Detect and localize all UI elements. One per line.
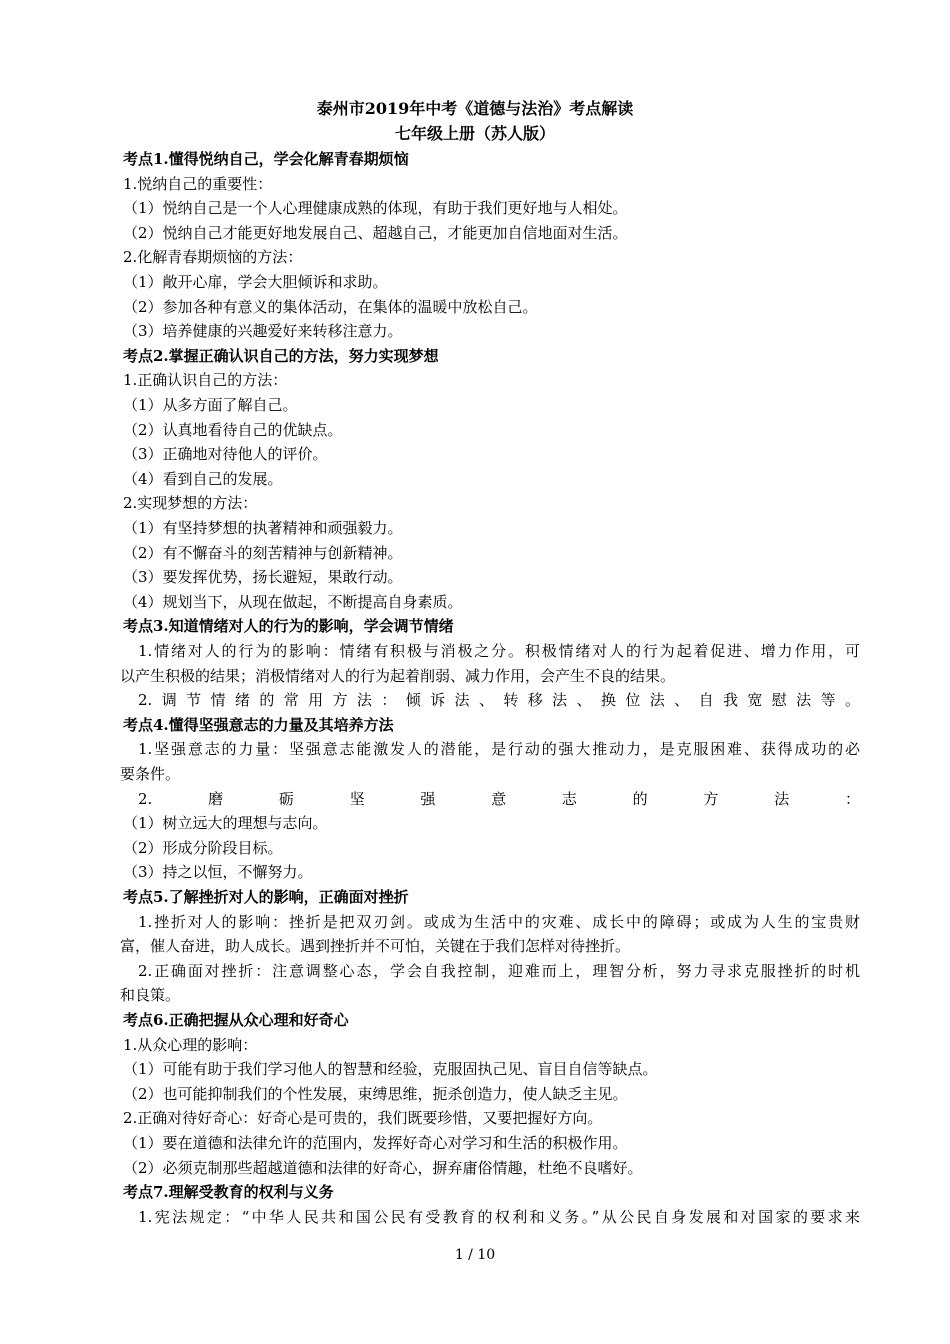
document-title: 泰州市2019年中考《道德与法治》考点解读 (316, 99, 634, 118)
body-line: （2）也可能抑制我们的个性发展，束缚思维，扼杀创造力，使人缺乏主见。 (123, 1084, 628, 1103)
body-line: （2）形成分阶段目标。 (123, 838, 283, 857)
body-line: （1）敞开心扉，学会大胆倾诉和求助。 (123, 273, 388, 291)
paragraph-line: 2.磨砺坚强意志的方法： (138, 789, 860, 808)
body-line: （2）悦纳自己才能更好地发展自己、超越自己，才能更加自信地面对生活。 (123, 223, 628, 242)
section-heading: 考点1.懂得悦纳自己，学会化解青春期烦恼 (123, 150, 409, 168)
body-line: （2）参加各种有意义的集体活动，在集体的温暖中放松自己。 (123, 297, 538, 316)
body-line: 1.正确认识自己的方法： (123, 371, 288, 390)
paragraph-continuation: 富，催人奋进，助人成长。遇到挫折并不可怕，关键在于我们怎样对待挫折。 (120, 937, 631, 956)
paragraph-line: 1.坚强意志的力量：坚强意志能激发人的潜能，是行动的强大推动力，是克服困难、获得成功的必 (138, 740, 860, 759)
paragraph-line: 1.挫折对人的影响：挫折是把双刃剑。或成为生活中的灾难、成长中的障碍；或成为人生的宝贵财 (138, 912, 860, 931)
paragraph-line: 2.正确面对挫折：注意调整心态，学会自我控制，迎难而上，理智分析，努力寻求克服挫折的时机 (138, 961, 860, 980)
section-heading: 考点2.掌握正确认识自己的方法，努力实现梦想 (123, 346, 439, 365)
body-line: 2.化解青春期烦恼的方法： (123, 248, 303, 267)
body-line: （1）树立远大的理想与志向。 (123, 814, 328, 833)
body-line: （2）必须克制那些超越道德和法律的好奇心，摒弃庸俗情趣，杜绝不良嗜好。 (123, 1158, 643, 1177)
page-number: 1 / 10 (454, 1247, 496, 1263)
body-line: （3）持之以恒，不懈努力。 (123, 863, 313, 882)
document-subtitle: 七年级上册（苏人版） (394, 124, 555, 143)
body-line: （3）要发挥优势，扬长避短，果敢行动。 (123, 568, 403, 587)
body-line: （1）有坚持梦想的执著精神和顽强毅力。 (123, 519, 403, 537)
body-line: 2.正确对待好奇心：好奇心是可贵的，我们既要珍惜，又要把握好方向。 (123, 1109, 603, 1128)
body-line: （2）认真地看待自己的优缺点。 (123, 420, 343, 439)
body-line: （3）正确地对待他人的评价。 (123, 445, 328, 464)
paragraph-continuation: 和良策。 (120, 986, 181, 1005)
body-line: 2.实现梦想的方法： (123, 494, 258, 513)
body-line: 1.从众心理的影响： (123, 1035, 258, 1054)
body-line: （4）看到自己的发展。 (123, 469, 283, 488)
body-line: （1）悦纳自己是一个人心理健康成熟的体现，有助于我们更好地与人相处。 (123, 199, 628, 218)
body-line: （2）有不懈奋斗的刻苦精神与创新精神。 (123, 543, 403, 562)
paragraph-line: 1.情绪对人的行为的影响：情绪有积极与消极之分。积极情绪对人的行为起着促进、增力作用，可 (138, 642, 860, 660)
paragraph-continuation: 要条件。 (120, 765, 181, 783)
body-line: （1）要在道德和法律允许的范围内，发挥好奇心对学习和生活的积极作用。 (123, 1134, 628, 1152)
body-line: 1.悦纳自己的重要性： (123, 174, 273, 193)
paragraph-continuation: 以产生积极的结果；消极情绪对人的行为起着削弱、减力作用，会产生不良的结果。 (120, 666, 676, 685)
section-heading: 考点3.知道情绪对人的行为的影响，学会调节情绪 (123, 617, 454, 636)
section-heading: 考点5.了解挫折对人的影响，正确面对挫折 (123, 888, 409, 906)
section-heading: 考点7.理解受教育的权利与义务 (123, 1183, 334, 1202)
body-line: （3）培养健康的兴趣爱好来转移注意力。 (123, 322, 403, 341)
section-heading: 考点4.懂得坚强意志的力量及其培养方法 (123, 715, 394, 734)
body-line: （4）规划当下，从现在做起，不断提高自身素质。 (123, 592, 463, 611)
section-heading: 考点6.正确把握从众心理和好奇心 (123, 1011, 349, 1029)
body-line: （1）从多方面了解自己。 (123, 396, 298, 414)
paragraph-line: 2.调节情绪的常用方法：倾诉法、转移法、换位法、自我宽慰法等。 (138, 691, 860, 710)
paragraph-line: 1.宪法规定：“中华人民共和国公民有受教育的权利和义务。”从公民自身发展和对国家的要求来 (138, 1207, 860, 1226)
body-line: （1）可能有助于我们学习他人的智慧和经验，克服固执己见、盲目自信等缺点。 (123, 1060, 658, 1079)
